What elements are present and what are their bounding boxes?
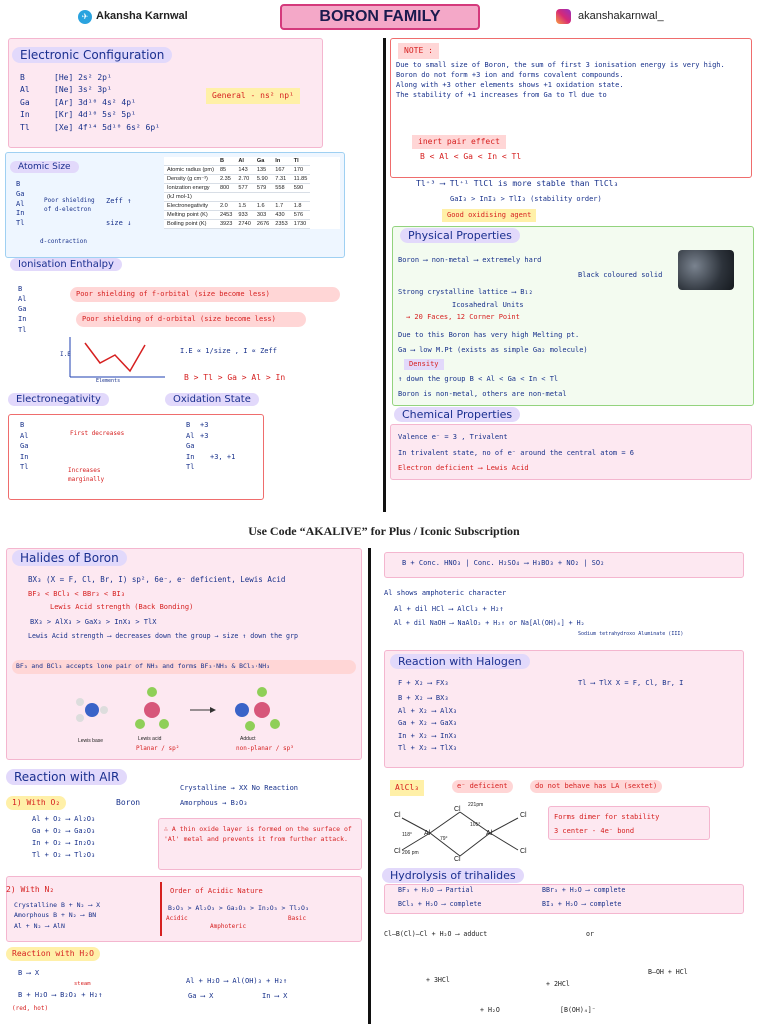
graph-ie-label: I.E bbox=[60, 351, 71, 358]
amphoteric-label: Amphoteric bbox=[210, 923, 247, 930]
table-cell: 2353 bbox=[272, 220, 290, 229]
page-title: BORON FAMILY bbox=[280, 4, 480, 30]
alcl3-a3: 118° bbox=[402, 832, 412, 838]
graph-elements-label: Elements bbox=[96, 378, 121, 384]
air-amor: Amorphous → B₂O₃ bbox=[180, 799, 248, 807]
en-heading: Electronegativity bbox=[8, 393, 109, 406]
inert-pair: inert pair effect bbox=[412, 135, 506, 149]
water-w1: B ⟶ X bbox=[18, 969, 40, 977]
promo-banner: Use Code “AKALIVE” for Plus / Iconic Subscription bbox=[248, 524, 520, 538]
ionisation-elements: B Al Ga In Tl bbox=[18, 285, 27, 334]
hydro-l2: BCl₃ + H₂O ⟶ complete bbox=[398, 900, 482, 908]
table-cell: 3923 bbox=[217, 220, 235, 229]
table-cell bbox=[291, 193, 311, 202]
halides-heading: Halides of Boron bbox=[12, 550, 127, 566]
ionisation-line2: Poor shielding of d-orbital (size become less) bbox=[76, 312, 306, 327]
table-header-cell: Ga bbox=[254, 157, 272, 166]
table-cell: Ionization energy bbox=[164, 184, 217, 193]
oxidising-agent: Good oxidising agent bbox=[442, 209, 536, 222]
table-cell bbox=[272, 193, 290, 202]
alcl3-a1: 221pm bbox=[468, 802, 484, 808]
ox-list: B +3 Al +3 Ga In +3, +1 Tl bbox=[186, 421, 236, 471]
physical-l2: Strong crystalline lattice ⟶ B₁₂ bbox=[398, 288, 533, 296]
adduct-diagram bbox=[70, 680, 310, 740]
table-cell bbox=[217, 193, 235, 202]
alcl3-def: e⁻ deficient bbox=[452, 780, 513, 793]
water-w2: B + H₂O ⟶ B₂O₃ + H₂↑ bbox=[18, 991, 103, 999]
air-rx: Al + O₂ ⟶ Al₂O₃ Ga + O₂ ⟶ Ga₂O₃ In + O₂ ⟶ In₂O₃ Tl + O₂ ⟶ Tl₂O₃ bbox=[32, 815, 96, 859]
alcl3-al-2: Al bbox=[486, 830, 493, 837]
halogen-f: F + X₂ ⟶ FX₃ bbox=[398, 679, 449, 687]
air-cryst: Crystalline → XX No Reaction bbox=[180, 784, 299, 792]
alcl3-cl-3: Cl bbox=[454, 806, 461, 813]
table-row bbox=[164, 166, 310, 175]
halides-l6: BF₃ and BCl₃ accepts lone pair of NH₃ and forms BF₃·NH₃ & BCl₃·NH₃ bbox=[12, 660, 356, 674]
instagram-icon bbox=[556, 9, 571, 24]
chemical-l2: In trivalent state, no of e⁻ around the central atom = 6 bbox=[398, 449, 635, 457]
halides-l2: BF₃ < BCl₃ < BBr₃ < BI₃ bbox=[28, 590, 125, 598]
hydro-l1: BF₃ + H₂O ⟶ Partial bbox=[398, 886, 474, 894]
lewis-acid-label: Lewis acid bbox=[138, 736, 162, 742]
table-cell bbox=[235, 193, 253, 202]
table-cell: 167 bbox=[272, 166, 290, 175]
acid-l2: Al + dil HCl ⟶ AlCl₃ + H₂↑ bbox=[394, 605, 504, 613]
alcl3-b2: 3 center - 4e⁻ bond bbox=[554, 827, 635, 835]
atomic-size-trend: size ↓ bbox=[106, 219, 132, 227]
chemical-l3: Electron deficient ⟶ Lewis Acid bbox=[398, 464, 529, 472]
ox-heading: Oxidation State bbox=[165, 393, 259, 406]
water-w5: In ⟶ X bbox=[262, 992, 288, 1000]
table-cell: 143 bbox=[235, 166, 253, 175]
hydro-mech2: B–OH + HCl bbox=[648, 968, 688, 976]
physical-heading: Physical Properties bbox=[400, 228, 520, 243]
halogen-rx: B + X₂ ⟶ BX₃ Al + X₂ ⟶ AlX₃ Ga + X₂ ⟶ GaX₃ In + X₂ ⟶ InX₃ Tl + X₂ ⟶ TlX₃ bbox=[398, 694, 458, 753]
physical-l2c: → 20 Faces, 12 Corner Point bbox=[406, 313, 520, 321]
author-name: Akansha Karnwal bbox=[96, 10, 188, 22]
halides-l1: BX₃ (X = F, Cl, Br, I) sp², 6e⁻, e⁻ deficient, Lewis Acid bbox=[28, 575, 286, 584]
electronic-config-list: B [He] 2s² 2p¹ Al [Ne] 3s² 3p¹ Ga [Ar] 3d¹⁰ 4s² 4p¹ In [Kr] 4d¹⁰ 5s² 5p¹ Tl [Xe] 4f¹⁴ 5d¹⁰ 6s² 6p¹ bbox=[20, 73, 160, 132]
alcl3-a2: 101° bbox=[470, 822, 481, 828]
air-boron: Boron bbox=[116, 798, 141, 807]
halides-l5: Lewis Acid strength ⟶ decreases down the group → size ↑ down the grp bbox=[28, 632, 298, 640]
atomic-size-heading: Atomic Size bbox=[10, 161, 79, 173]
alcl3-cl-1: Cl bbox=[394, 812, 401, 819]
table-header-cell: B bbox=[217, 157, 235, 166]
table-cell: 5.90 bbox=[254, 175, 272, 184]
table-cell: 579 bbox=[254, 184, 272, 193]
table-cell: 2740 bbox=[235, 220, 253, 229]
physical-l4: Ga ⟶ low M.Pt (exists as simple Ga₂ molecule) bbox=[398, 346, 588, 354]
table-cell: 303 bbox=[254, 211, 272, 220]
table-cell: Electronegativity bbox=[164, 202, 217, 211]
note-order: B < Al < Ga < In < Tl bbox=[420, 152, 522, 161]
table-cell: 430 bbox=[272, 211, 290, 220]
table-cell bbox=[254, 193, 272, 202]
table-cell: Atomic radius (pm) bbox=[164, 166, 217, 175]
hydro-l3: BBr₃ + H₂O ⟶ complete bbox=[542, 886, 626, 894]
boron-sample-image bbox=[678, 250, 734, 290]
alcl3-b1: Forms dimer for stability bbox=[554, 813, 660, 821]
alcl3-cl-2: Cl bbox=[394, 848, 401, 855]
water-heading: Reaction with H₂O bbox=[6, 947, 100, 961]
hydro-plus: + H₂O bbox=[480, 1006, 500, 1014]
table-header-cell: Al bbox=[235, 157, 253, 166]
instagram-handle: akanshakarnwal_ bbox=[578, 10, 664, 22]
table-header-cell bbox=[164, 157, 217, 166]
table-cell: 11.85 bbox=[291, 175, 311, 184]
table-cell: 590 bbox=[291, 184, 311, 193]
alcl3-cl-4: Cl bbox=[454, 856, 461, 863]
acid-l1: Al shows amphoteric character bbox=[384, 589, 507, 597]
table-cell: 1.6 bbox=[254, 202, 272, 211]
hydro-mech5: [B(OH)₄]⁻ bbox=[560, 1006, 596, 1014]
chemical-l1: Valence e⁻ = 3 , Trivalent bbox=[398, 433, 508, 441]
divider-top bbox=[383, 38, 386, 512]
table-cell: 933 bbox=[235, 211, 253, 220]
atomic-shielding: Poor shielding of d-electron bbox=[44, 197, 95, 213]
table-cell: Boiling point (K) bbox=[164, 220, 217, 229]
electronic-config-heading: Electronic Configuration bbox=[12, 47, 172, 63]
table-header-row bbox=[164, 157, 310, 166]
table-cell: 2.70 bbox=[235, 175, 253, 184]
physical-l6: Boron is non-metal, others are non-metal bbox=[398, 390, 567, 398]
ionisation-heading: Ionisation Enthalpy bbox=[10, 258, 122, 271]
air-n2-rx: Crystalline B + N₂ ⟶ X Amorphous B + N₂ ⟶ BN Al + N₂ ⟶ AlN bbox=[14, 901, 101, 930]
table-header-cell: Tl bbox=[291, 157, 311, 166]
physical-l2b: Icosahedral Units bbox=[452, 301, 524, 309]
physical-l1: Boron ⟶ non-metal ⟶ extremely hard bbox=[398, 256, 542, 264]
lewis-acid-planar: Planar / sp² bbox=[136, 745, 180, 752]
ionisation-relation: I.E ∝ 1/size , I ∝ Zeff bbox=[180, 347, 277, 355]
table-cell: 135 bbox=[254, 166, 272, 175]
adduct-nonplanar: non-planar / sp³ bbox=[236, 745, 294, 752]
adduct-label: Adduct bbox=[240, 736, 256, 742]
alcl3-cl-5: Cl bbox=[520, 812, 527, 819]
lewis-base-label: Lewis base bbox=[78, 738, 104, 744]
divider-bottom bbox=[368, 548, 371, 1024]
hydro-mech3: + 3HCl bbox=[426, 976, 450, 984]
table-cell: 2453 bbox=[217, 211, 235, 220]
table-row bbox=[164, 211, 310, 220]
en-first: First decreases bbox=[70, 430, 125, 437]
physical-l1b: Black coloured solid bbox=[578, 271, 663, 279]
atomic-zeff: Zeff ↑ bbox=[106, 197, 132, 205]
air-heading: Reaction with AIR bbox=[6, 769, 127, 785]
alcl3-a4: 79° bbox=[440, 836, 448, 842]
table-cell: 558 bbox=[272, 184, 290, 193]
acid-l3b: Sodium tetrahydroxo Aluminate (III) bbox=[578, 631, 684, 637]
d-contraction: d-contraction bbox=[40, 238, 87, 245]
ionisation-line1: Poor shielding of f-orbital (size become less) bbox=[70, 287, 340, 302]
acidic-heading: Order of Acidic Nature bbox=[170, 887, 263, 895]
table-row bbox=[164, 175, 310, 184]
water-steam: steam bbox=[74, 981, 91, 987]
basic-label: Basic bbox=[288, 915, 307, 922]
acid-l0: B + Conc. HNO₃ | Conc. H₂SO₄ ⟶ H₃BO₃ + NO₂ | SO₂ bbox=[402, 559, 605, 567]
hydro-mech1: Cl–B(Cl)–Cl + H₂O ⟶ adduct bbox=[384, 930, 488, 938]
note-lines: Due to small size of Boron, the sum of first 3 ionisation energy is very high. Boron do not form +3 ion and forms covalent compounds. Along with +3 other elements shows +1 oxidation state. The stability of +1 increases from Ga to Tl due to bbox=[396, 61, 725, 100]
table-cell: Melting point (K) bbox=[164, 211, 217, 220]
acidic-label: Acidic bbox=[166, 915, 188, 922]
note-heading: NOTE : bbox=[398, 43, 439, 59]
stability-order: GaI₃ > InI₃ > TlI₃ (stability order) bbox=[450, 195, 602, 203]
tl-stability: Tl⁺³ ⟶ Tl⁺¹ TlCl is more stable than TlCl₃ bbox=[416, 179, 619, 188]
water-w3: Al + H₂O ⟶ Al(OH)₃ + H₂↑ bbox=[186, 977, 288, 985]
general-config: General - ns² np¹ bbox=[206, 88, 300, 104]
n2-divider bbox=[160, 882, 162, 936]
hydro-l4: BI₃ + H₂O ⟶ complete bbox=[542, 900, 622, 908]
table-cell: 800 bbox=[217, 184, 235, 193]
en-then: Increases marginally bbox=[68, 467, 105, 483]
acidic-order: B₂O₃ > Al₂O₃ > Ga₂O₃ > In₂O₃ > Tl₂O₃ bbox=[168, 904, 309, 912]
table-header-cell: In bbox=[272, 157, 290, 166]
hydro-or: or bbox=[586, 930, 594, 938]
halogen-heading: Reaction with Halogen bbox=[390, 654, 530, 669]
air-n2: 2) With N₂ bbox=[6, 885, 55, 894]
table-cell: 1.7 bbox=[272, 202, 290, 211]
alcl3-cl-6: Cl bbox=[520, 848, 527, 855]
physical-l3: Due to this Boron has very high Melting pt. bbox=[398, 331, 580, 339]
table-cell: 2.35 bbox=[217, 175, 235, 184]
table-cell: 2676 bbox=[254, 220, 272, 229]
table-cell: 7.31 bbox=[272, 175, 290, 184]
table-cell: 1730 bbox=[291, 220, 311, 229]
alcl3-al-1: Al bbox=[424, 830, 431, 837]
halides-l4: BX₃ > AlX₃ > GaX₃ > InX₃ > TlX bbox=[30, 618, 157, 626]
atomic-table bbox=[164, 157, 340, 229]
air-note: ∴ A thin oxide layer is formed on the surface of 'Al' metal and prevents it from further attack. bbox=[164, 825, 352, 843]
water-w4: Ga ⟶ X bbox=[188, 992, 214, 1000]
hydro-mech4: + 2HCl bbox=[546, 980, 570, 988]
alcl3-nla: do not behave has LA (sextet) bbox=[530, 780, 662, 793]
water-redhot: (red, hot) bbox=[12, 1005, 49, 1012]
air-o2: 1) With O₂ bbox=[6, 796, 66, 810]
table-cell: 576 bbox=[291, 211, 311, 220]
table-row bbox=[164, 202, 310, 211]
acid-l3: Al + dil NaOH ⟶ NaAlO₂ + H₂↑ or Na[Al(OH)₄] + H₂ bbox=[394, 619, 585, 627]
alcl3-label: AlCl₃ bbox=[390, 780, 424, 796]
table-cell: 1.8 bbox=[291, 202, 311, 211]
halogen-tl: Tl ⟶ TlX X = F, Cl, Br, I bbox=[578, 679, 684, 687]
table-cell: (kJ mol-1) bbox=[164, 193, 217, 202]
atomic-elements: B Ga Al In Tl bbox=[16, 180, 25, 228]
chemical-heading: Chemical Properties bbox=[394, 407, 520, 422]
table-cell: 2.0 bbox=[217, 202, 235, 211]
table-row bbox=[164, 184, 310, 193]
ionisation-order: B > Tl > Ga > Al > In bbox=[184, 373, 286, 382]
table-row bbox=[164, 193, 310, 202]
table-cell: 170 bbox=[291, 166, 311, 175]
physical-l5: ↑ down the group B < Al < Ga < In < Tl bbox=[398, 375, 559, 383]
table-cell: 1.5 bbox=[235, 202, 253, 211]
table-cell: 577 bbox=[235, 184, 253, 193]
halides-l3: Lewis Acid strength (Back Bonding) bbox=[50, 603, 194, 611]
telegram-icon: ✈ bbox=[78, 10, 92, 24]
table-row bbox=[164, 220, 310, 229]
density-label: Density bbox=[404, 359, 444, 370]
alcl3-a5: 206 pm bbox=[402, 850, 419, 856]
table-cell: 85 bbox=[217, 166, 235, 175]
hydro-heading: Hydrolysis of trihalides bbox=[382, 868, 524, 883]
table-cell: Density (g cm⁻³) bbox=[164, 175, 217, 184]
en-elements: B Al Ga In Tl bbox=[20, 421, 29, 471]
